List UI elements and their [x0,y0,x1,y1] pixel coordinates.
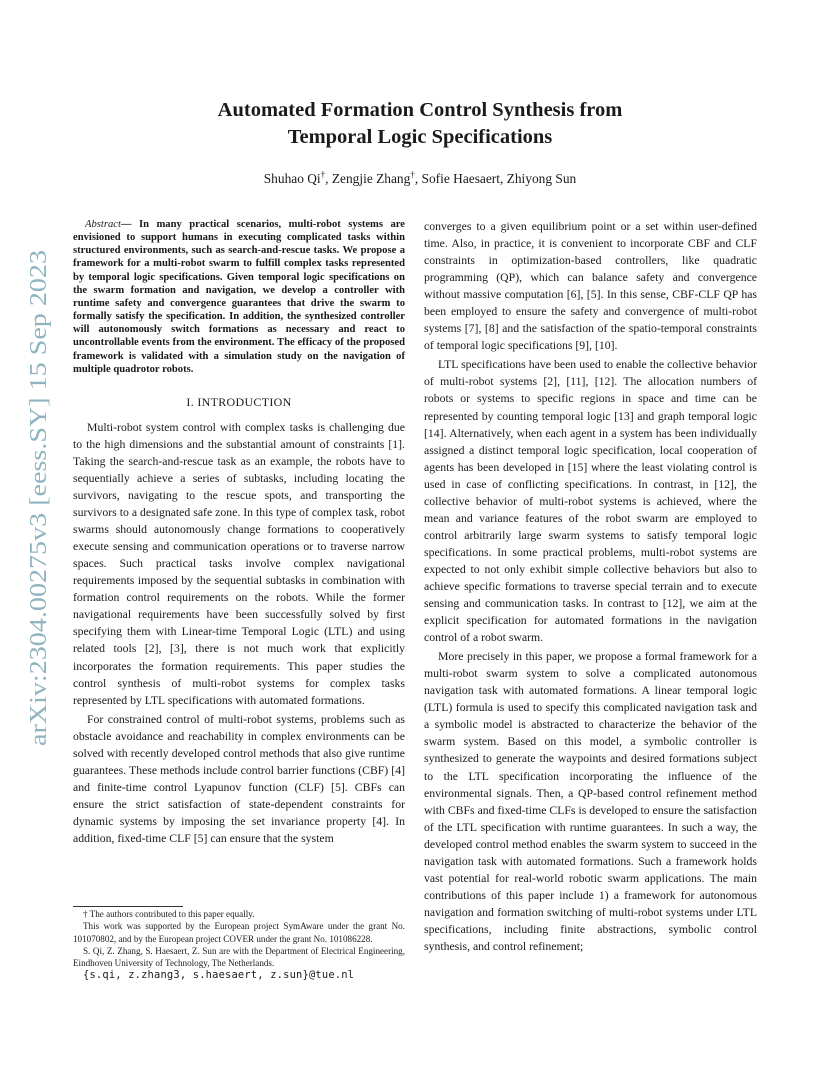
arxiv-stamp [18,248,54,750]
abstract-text: — In many practical scenarios, multi-robot systems are envisioned to support humans in executing complicated tasks within structured environments, such as search-and-rescue tasks. We propose a framework for a multi-robot swarm to fulfill complex tasks represented by temporal logic specifications. Given temporal logic specifications on the swarm formation and navigation, we develop a controller with runtime safety and convergence guarantees that drive the swarm to formally satisfy the specification. In addition, the synthesized controller will autonomously switch formations as necessary and react to uncontrollable events from the environment. The efficacy of the proposed framework is validated with a simulation study on the navigation of multiple quadrotor robots. [73,219,405,375]
abstract-label: Abstract [85,219,121,230]
equal-contrib-mark: † [320,169,326,180]
right-column [424,218,757,957]
abstract [73,218,405,376]
authors-rest: Sofie Haesaert, Zhiyong Sun [421,171,577,186]
footnote-funding: This work was supported by the European project SymAware under the grant No. 101070802, and by the European project COVER under the grant No. 101086228. [73,921,405,944]
left-paragraph-1: Multi-robot system control with complex tasks is challenging due to the high dimensions and the substantial amount of constraints [1]. Taking the search-and-rescue task as an example, the robots have to sequentially achieve a series of subtasks, including locating the survivors, navigating to the rescue spots, and transporting the survivors to a designated safe zone. In this type of complex task, robot swarms should autonomously change formations to cooperatively execute sensing and communication operations or to traverse narrow spaces. Such practical tasks involve complex navigational requirements imposed by the sequential subtasks in combination with formation control requirements on the robots. While the former navigational requirements have been successfully solved by first specifying them with Linear-time Temporal Logic (LTL) and using related tools [2], [3], there is not much work that explicitly incorporates the formation requirements. This paper studies the control synthesis of multi-robot systems for complex tasks represented by LTL specifications with automated formations. [73,420,405,707]
author-list: Shuhao Qi†, Zengjie Zhang†, Sofie Haesaert, Zhiyong Sun [263,169,577,186]
title-line-2: Temporal Logic Specifications [287,126,553,148]
arxiv-stamp-text: arXiv:2304.00275v3 [eess.SY] 15 Sep 2023 [25,313,52,746]
email-domain: @tue.nl [308,969,355,982]
author-1: Shuhao Qi [263,171,321,186]
right-paragraph-3: More precisely in this paper, we propose a formal framework for a multi-robot swarm system to solve a complicated autonomous navigation task with automated formations. A linear temporal logic (LTL) formula is used to specify this complicated navigation task and a symbolic model is abstracted to characterize the behavior of the swarm system. Based on this model, a symbolic controller is synthesized to generate the waypoints and desired formations subject to the LTL specification incorporating the influence of the environmental signals. Then, a QP-based control refinement method with CBFs and fixed-time CLFs is developed to ensure the satisfaction of the LTL specification with runtime guarantees. In such a way, the developed control method enables the swarm system to succeed in the navigation task with automated formations. Such a framework holds vast potential for real-world robotic swarm applications. The main contributions of this paper include 1) a framework for autonomous navigation and formation switching of multi-robot systems under LTL specifications, including finite abstractions, symbolic control synthesis, and control refinement; [424,650,757,953]
section-heading-introduction: I. INTRODUCTION [186,394,292,409]
footnote-rule [73,906,183,907]
title-line-1: Automated Formation Control Synthesis from [217,99,623,121]
right-paragraph-1: converges to a given equilibrium point or a set within user-defined time. Also, in practice, it is convenient to incorporate CBF and CLF constraints in optimization-based controllers, like quadratic programming (QP), which can balance safety and convergence without massive computation [6], [5]. In this sense, CBF-CLF QP has been employed to ensure the safety and convergence of multi-robot systems [7], [8] and the satisfaction of the spatio-temporal constraints of temporal logic specifications [9], [10]. [424,220,757,353]
footnote-equal-contribution: † The authors contributed to this paper equally. [83,909,255,919]
equal-contrib-mark: † [410,169,415,180]
footnote-affiliation: S. Qi, Z. Zhang, S. Haesaert, Z. Sun are with the Department of Electrical Engineering, Eindhoven University of Technology, The Netherlands. [73,945,405,969]
paper-title [120,97,720,151]
author-2: Zengjie Zhang [331,171,411,186]
right-paragraph-2: LTL specifications have been used to enable the collective behavior of multi-robot systems [2], [11], [12]. The allocation numbers of robots or systems to specific regions in space and time can be represented by counting temporal logic [13] and graph temporal logic [14]. Alternatively, when each agent in a system has been individually assigned a distinct temporal logic specification, local cooperation of agents has been developed in [15] where the least violating control is used in case of conflicting specifications. In contrast, in [12], the collective behavior of multi-robot systems is achieved, where the mean and variance features of the robot swarm are employed to control arbitrarily large swarm systems to satisfy temporal logic specifications. In some practical problems, multi-robot systems are expected to not only exhibit simple collective behaviors but also to achieve specific formations to traverse special terrain and to execute sensing and communication tasks. In contrast to [12], we aim at the explicit specification for automated formations in the navigation control of a robot swarm. [424,358,757,645]
footnote-emails [73,969,405,981]
left-column [73,218,405,849]
email-addresses: {s.qi, z.zhang3, s.haesaert, z.sun} [83,969,309,982]
left-paragraph-2: For constrained control of multi-robot systems, problems such as obstacle avoidance and reachability in complex environments can be solved with recently developed control methods that also give runtime guarantees. These methods include control barrier functions (CBF) [4] and finite-time control Lyapunov function (CLF) [5]. CBFs can ensure the strict satisfaction of state-dependent constraints for dynamic systems by imposing the set invariance property [4]. In addition, fixed-time CLF [5] can ensure that the system [73,712,405,845]
footnotes [73,906,405,982]
